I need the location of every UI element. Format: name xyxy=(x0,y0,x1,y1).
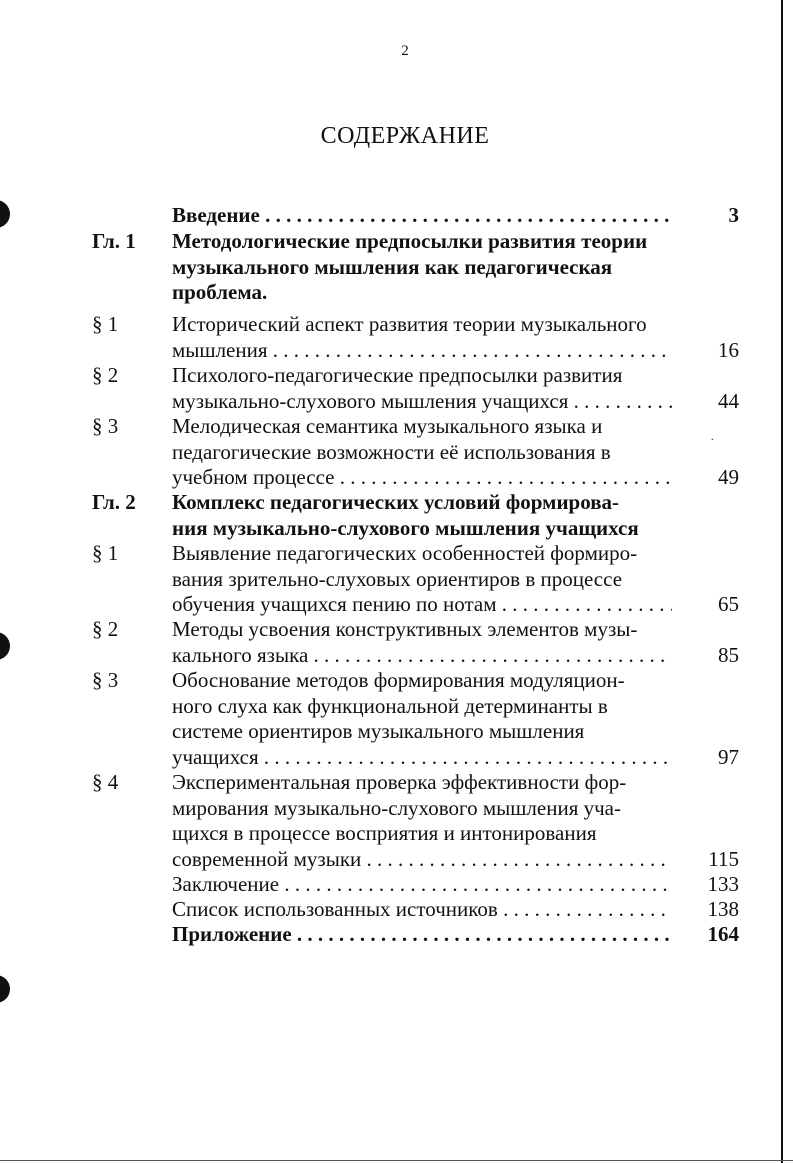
toc-entry-line: современной музыки . . . xyxy=(172,847,672,873)
toc-entry-title xyxy=(172,363,672,414)
toc-entry-label: § 2 xyxy=(92,617,119,641)
toc-entry-line: Психолого-педагогические предпосылки развития xyxy=(172,363,623,387)
toc-entry-title xyxy=(172,229,672,306)
toc-entry-label: § 1 xyxy=(92,312,119,336)
page-border-bottom xyxy=(0,1160,793,1161)
toc-entry-title xyxy=(172,922,672,948)
toc-entry-page: 115 xyxy=(708,846,739,871)
toc-entry-line: музыкально-слухового мышления учащихся . . . xyxy=(172,389,672,415)
toc-entry-page: 16 xyxy=(718,337,739,362)
toc-entry-line: Обоснование методов формирования модуляцион- xyxy=(172,668,625,692)
toc-entry-line: педагогические возможности её использования в xyxy=(172,439,611,464)
toc-entry-line: музыкального мышления как педагогическая xyxy=(172,254,613,279)
toc-entry-line: Методы усвоения конструктивных элементов музы- xyxy=(172,617,638,641)
toc-entry-line: учебном процессе . . . xyxy=(172,465,672,491)
toc-entry-label: § 4 xyxy=(92,770,119,794)
toc-entry-line: вания зрительно-слуховых ориентиров в процессе xyxy=(172,566,623,591)
toc-entry-label: Гл. 2 xyxy=(92,490,136,514)
toc-entry-page: 85 xyxy=(718,642,739,667)
page-number: 2 xyxy=(401,43,409,59)
toc-entry-label: Гл. 1 xyxy=(92,229,136,253)
toc-entry-page: 49 xyxy=(718,465,739,489)
toc-entry-title xyxy=(172,770,672,872)
binder-hole-mark xyxy=(0,200,10,228)
toc-entry-line: учащихся . . . xyxy=(172,745,672,771)
toc-entry-line: щихся в процессе восприятия и интонирования xyxy=(172,821,597,845)
toc-entry-line: Приложение . . . xyxy=(172,922,672,948)
toc-entry-line: ния музыкально-слухового мышления учащихся xyxy=(172,515,639,540)
toc-entry-line: системе ориентиров музыкального мышления xyxy=(172,719,585,743)
toc-entry-line: Заключение . . . xyxy=(172,872,672,898)
binder-hole-mark xyxy=(0,632,10,660)
toc-entry-label: § 3 xyxy=(92,414,119,438)
page-border-right xyxy=(781,0,783,1163)
toc-entry-page: 138 xyxy=(707,897,739,921)
toc-entry-page: 97 xyxy=(718,744,739,769)
toc-entry-label: § 3 xyxy=(92,668,119,692)
toc-entry-title xyxy=(172,490,672,541)
scan-speck: . xyxy=(711,432,714,443)
toc-entry-line: мирования музыкально-слухового мышления уча- xyxy=(172,795,621,820)
toc-entry-page: 44 xyxy=(718,388,739,413)
toc-entry-line: Мелодическая семантика музыкального языка и xyxy=(172,414,603,438)
toc-entry-line: Методологические предпосылки развития теории xyxy=(172,229,648,253)
toc-entry-title xyxy=(172,414,672,491)
toc-entry-line: обучения учащихся пению по нотам . . . xyxy=(172,592,672,618)
toc-entry-line: Список использованных источников . . . xyxy=(172,897,672,923)
toc-entry-title xyxy=(172,872,672,898)
toc-entry-title xyxy=(172,668,672,770)
toc-entry-line: кального языка . . . xyxy=(172,643,672,669)
toc-entry-page: 164 xyxy=(707,922,739,946)
page-title: СОДЕРЖАНИЕ xyxy=(320,123,490,149)
toc-entry-title xyxy=(172,541,672,618)
toc-entry-line: Выявление педагогических особенностей формиро- xyxy=(172,541,638,565)
toc-entry-line: проблема. xyxy=(172,280,268,304)
toc-entry-line: Введение . . . xyxy=(172,203,672,229)
toc-entry-line: мышления . . . xyxy=(172,338,672,364)
toc-entry-line: Исторический аспект развития теории музыкального xyxy=(172,312,647,336)
toc-entry-page: 3 xyxy=(728,203,739,227)
toc-entry-label: § 1 xyxy=(92,541,119,565)
toc-entry-title xyxy=(172,312,672,363)
toc-entry-page: 65 xyxy=(718,592,739,616)
toc-entry-page: 133 xyxy=(707,872,739,896)
toc-entry-line: ного слуха как функциональной детерминанты в xyxy=(172,693,608,718)
toc-entry-title xyxy=(172,617,672,668)
toc-entry-line: Комплекс педагогических условий формирова- xyxy=(172,490,620,514)
toc-entry-label: § 2 xyxy=(92,363,119,387)
toc-entry-line: Экспериментальная проверка эффективности фор- xyxy=(172,770,627,794)
toc-entry-title xyxy=(172,897,672,923)
binder-hole-mark xyxy=(0,975,10,1003)
toc-entry-title xyxy=(172,203,672,229)
